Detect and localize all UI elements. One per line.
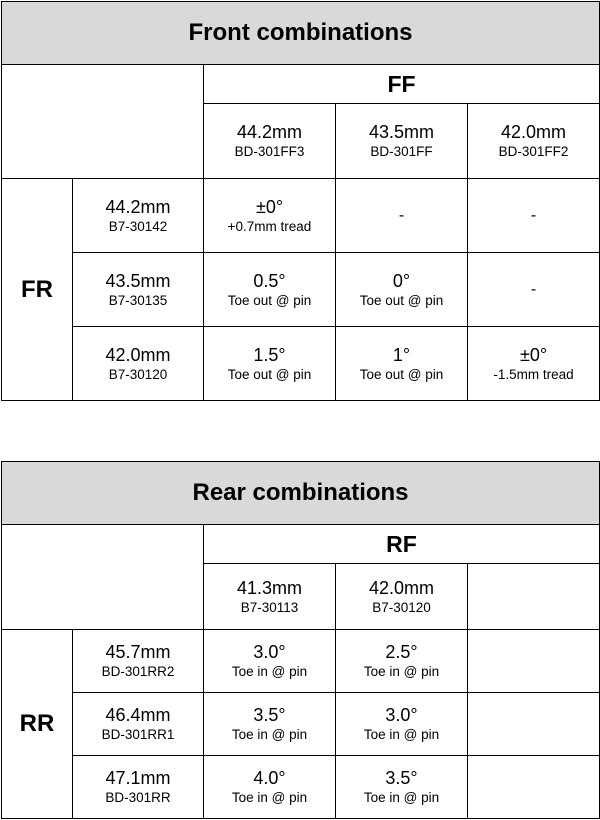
combination-cell xyxy=(336,756,468,819)
row-part: B7-30142 xyxy=(108,218,168,234)
front-combinations-table xyxy=(1,1,600,401)
combination-cell xyxy=(336,253,468,327)
column-part: BD-301FF3 xyxy=(234,144,305,159)
front-column-header xyxy=(468,104,600,179)
angle-note: Toe in @ pin xyxy=(363,790,440,805)
front-column-header xyxy=(336,104,468,179)
combination-cell xyxy=(336,327,468,401)
combination-cell xyxy=(336,179,468,253)
row-size: 47.1mm xyxy=(105,768,171,788)
rear-column-header xyxy=(204,564,336,630)
rear-row-header xyxy=(73,630,204,693)
front-row-header xyxy=(73,179,204,253)
angle-note: Toe in @ pin xyxy=(363,664,440,679)
row-size: 43.5mm xyxy=(105,270,171,291)
column-size: 42.0mm xyxy=(368,577,435,598)
rear-row-header xyxy=(73,693,204,756)
combination-cell xyxy=(468,179,600,253)
angle-note: Toe in @ pin xyxy=(231,664,308,679)
not-applicable-mark: - xyxy=(398,206,405,224)
front-column-group-label: FF xyxy=(204,65,600,104)
angle-value: 4.0° xyxy=(253,768,286,788)
row-size: 45.7mm xyxy=(105,642,171,662)
angle-note: Toe in @ pin xyxy=(231,727,308,742)
row-part: B7-30120 xyxy=(108,366,168,382)
angle-note: Toe out @ pin xyxy=(227,366,312,382)
angle-value: 3.5° xyxy=(253,705,286,725)
angle-value: 0.5° xyxy=(253,270,286,291)
row-part: BD-301RR1 xyxy=(101,727,175,742)
combination-cell xyxy=(204,756,336,819)
front-corner-cell xyxy=(2,65,204,179)
combination-cell xyxy=(336,630,468,693)
empty-cell xyxy=(468,693,600,756)
front-row-header xyxy=(73,327,204,401)
not-applicable-mark: - xyxy=(530,280,537,298)
column-part: BD-301FF2 xyxy=(498,144,569,159)
empty-cell xyxy=(468,630,600,693)
combination-cell xyxy=(468,253,600,327)
not-applicable-mark: - xyxy=(530,206,537,224)
angle-value: ±0° xyxy=(255,196,284,217)
angle-note: +0.7mm tread xyxy=(227,218,312,234)
rear-combinations-table xyxy=(1,461,600,819)
combination-cell xyxy=(204,630,336,693)
rear-row-header xyxy=(73,756,204,819)
angle-value: ±0° xyxy=(519,344,548,365)
rear-corner-cell xyxy=(2,525,204,630)
angle-value: 0° xyxy=(392,270,411,291)
front-row-group-label: FR xyxy=(2,179,73,401)
column-part: BD-301FF xyxy=(370,144,433,159)
row-size: 46.4mm xyxy=(105,705,171,725)
angle-note: Toe in @ pin xyxy=(231,790,308,805)
column-part: B7-30113 xyxy=(240,599,299,615)
rear-column-group-label: RF xyxy=(204,525,600,564)
combination-cell xyxy=(468,327,600,401)
angle-value: 3.0° xyxy=(253,642,286,662)
combination-cell xyxy=(204,179,336,253)
combination-cell xyxy=(336,693,468,756)
angle-value: 1.5° xyxy=(253,344,286,365)
angle-value: 1° xyxy=(392,344,411,365)
angle-value: 3.0° xyxy=(385,705,418,725)
combination-cell xyxy=(204,253,336,327)
row-part: B7-30135 xyxy=(108,292,168,308)
combination-cell xyxy=(204,327,336,401)
rear-row-group-label: RR xyxy=(2,630,73,819)
row-part: BD-301RR xyxy=(105,790,171,805)
row-size: 42.0mm xyxy=(105,344,171,365)
angle-note: Toe in @ pin xyxy=(363,727,440,742)
rear-column-header xyxy=(336,564,468,630)
empty-cell xyxy=(468,756,600,819)
column-size: 44.2mm xyxy=(236,122,303,142)
combination-cell xyxy=(204,693,336,756)
angle-value: 2.5° xyxy=(385,642,418,662)
column-part: B7-30120 xyxy=(372,599,431,615)
front-column-header xyxy=(204,104,336,179)
rear-column-header-empty xyxy=(468,564,600,630)
rear-table-title: Rear combinations xyxy=(2,462,600,525)
row-size: 44.2mm xyxy=(105,196,171,217)
angle-note: Toe out @ pin xyxy=(227,292,312,308)
row-part: BD-301RR2 xyxy=(101,664,175,679)
angle-note: Toe out @ pin xyxy=(359,366,444,382)
column-size: 41.3mm xyxy=(236,577,303,598)
angle-note: -1.5mm tread xyxy=(493,366,574,382)
angle-value: 3.5° xyxy=(385,768,418,788)
front-row-header xyxy=(73,253,204,327)
column-size: 43.5mm xyxy=(368,122,435,142)
front-table-title: Front combinations xyxy=(2,2,600,65)
angle-note: Toe out @ pin xyxy=(359,292,444,308)
column-size: 42.0mm xyxy=(500,122,567,142)
